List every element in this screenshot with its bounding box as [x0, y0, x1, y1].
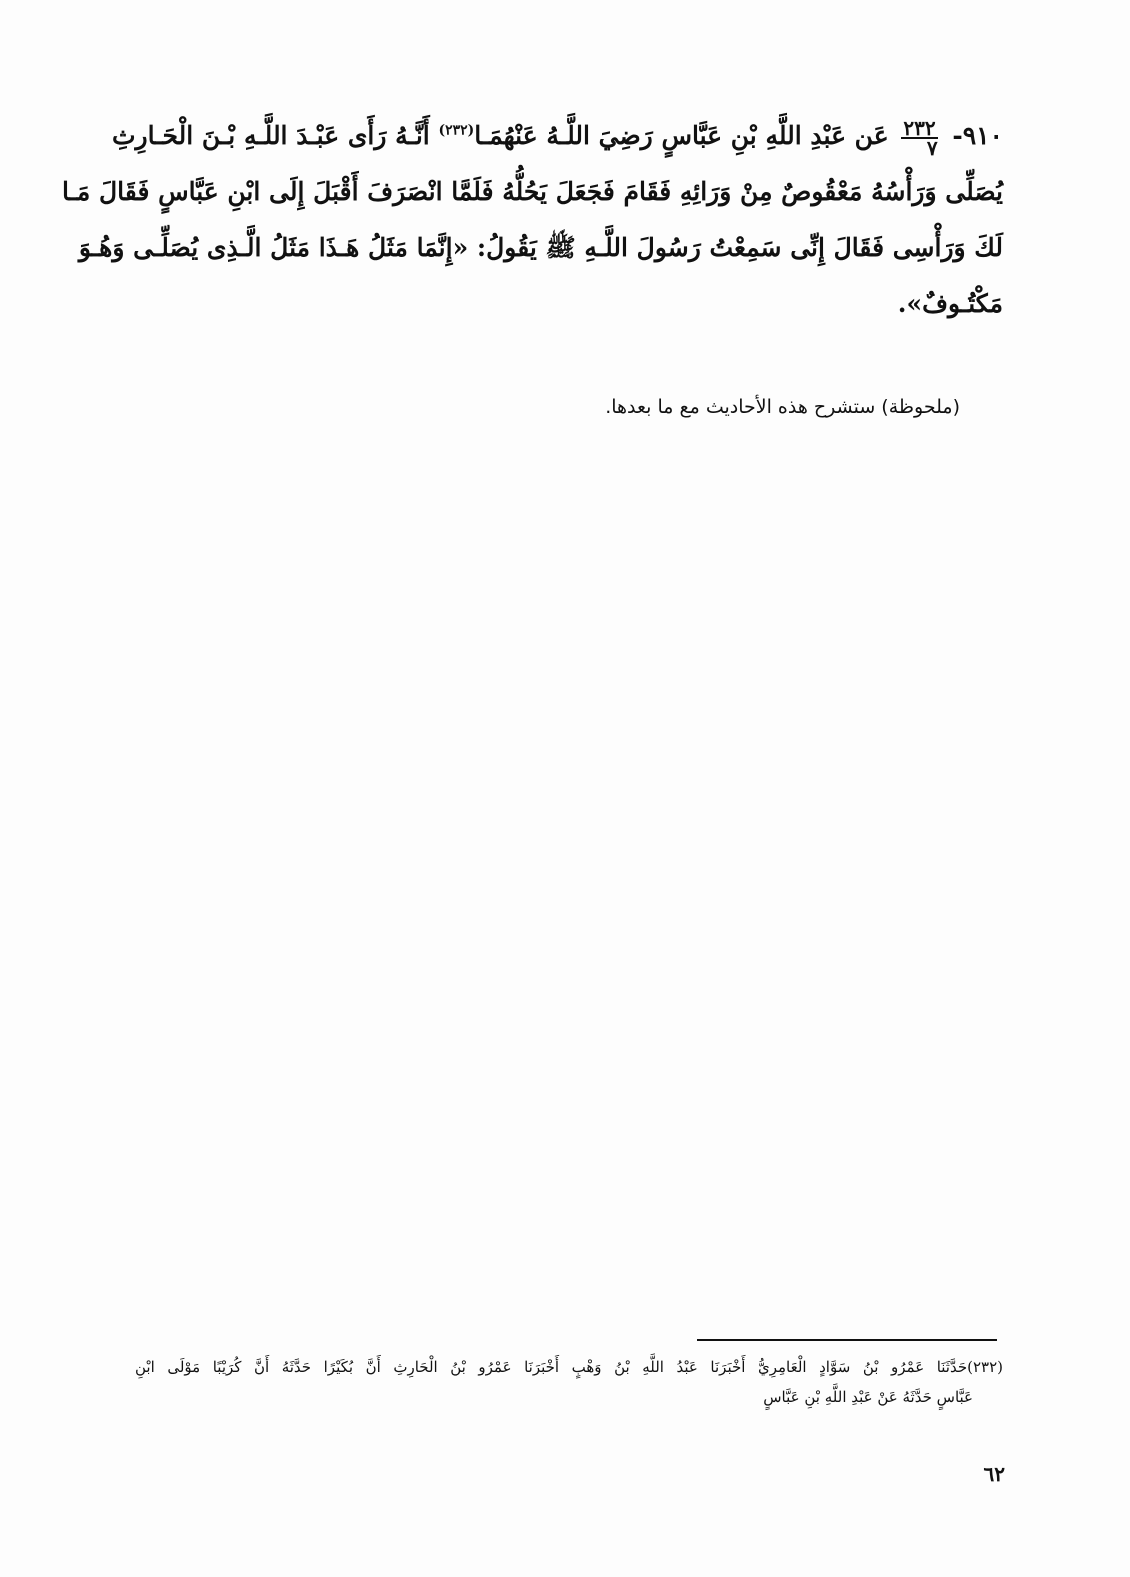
- hadith-line-1: [111, 108, 1003, 164]
- footnote-line-1: (٢٣٢)حَدَّثَنَا عَمْرُو بْنُ سَوَّادٍ الْعَامِرِيُّ أَخْبَرَنَا عَبْدُ اللَّهِ بْنُ وَهْبٍ أَخْبَرَنَا عَمْرُو بْنُ الْحَارِثِ أَنَّ بُكَيْرًا حَدَّثَهُ أَنَّ كُرَيْبًا مَوْلَى ابْنِ: [135, 1358, 1003, 1376]
- footnote-divider: [697, 1339, 997, 1341]
- hadith-fraction: [901, 115, 938, 160]
- fraction-top: ٢٣٢: [903, 115, 936, 140]
- page-number: ٦٢: [983, 1462, 1005, 1486]
- hadith-line-2: يُصَلِّى وَرَأْسُهُ مَعْقُوصٌ مِنْ وَرَائِهِ فَقَامَ فَجَعَلَ يَحُلُّهُ فَلَمَّا انْصَرَفَ أَقْبَلَ إِلَى ابْنِ عَبَّاسٍ فَقَالَ مَـا: [61, 177, 1003, 206]
- footnote-line-2: عَبَّاسٍ حَدَّثَهُ عَنْ عَبْدِ اللَّهِ بْنِ عَبَّاسٍ: [763, 1388, 973, 1406]
- hadith-paragraph: [61, 108, 1003, 332]
- hadith-number: ٩١٠-: [952, 121, 1003, 150]
- footnote: [135, 1352, 1003, 1412]
- hadith-line-4: مَكْتُـوفٌ».: [897, 289, 1003, 318]
- editor-note: (ملحوظة) ستشرح هذه الأحاديث مع ما بعدها.: [605, 396, 960, 418]
- hadith-text-part-2: أَنَّـهُ رَأَى عَبْـدَ اللَّـهِ بْـنَ الْحَـارِثِ: [111, 121, 439, 150]
- footnote-reference: (٢٣٢): [438, 122, 475, 139]
- fraction-bottom: ٧: [926, 135, 938, 160]
- hadith-line-3: لَكَ وَرَأْسِى فَقَالَ إِنِّى سَمِعْتُ رَسُولَ اللَّـهِ ﷺ يَقُولُ: «إِنَّمَا مَثَلُ هَـذَا مَثَلُ الَّـذِى يُصَلِّـى وَهُـوَ: [78, 233, 1003, 262]
- hadith-text-part-1: عَن عَبْدِ اللَّهِ بْنِ عَبَّاسٍ رَضِيَ اللَّـهُ عَنْهُمَـا: [474, 121, 889, 150]
